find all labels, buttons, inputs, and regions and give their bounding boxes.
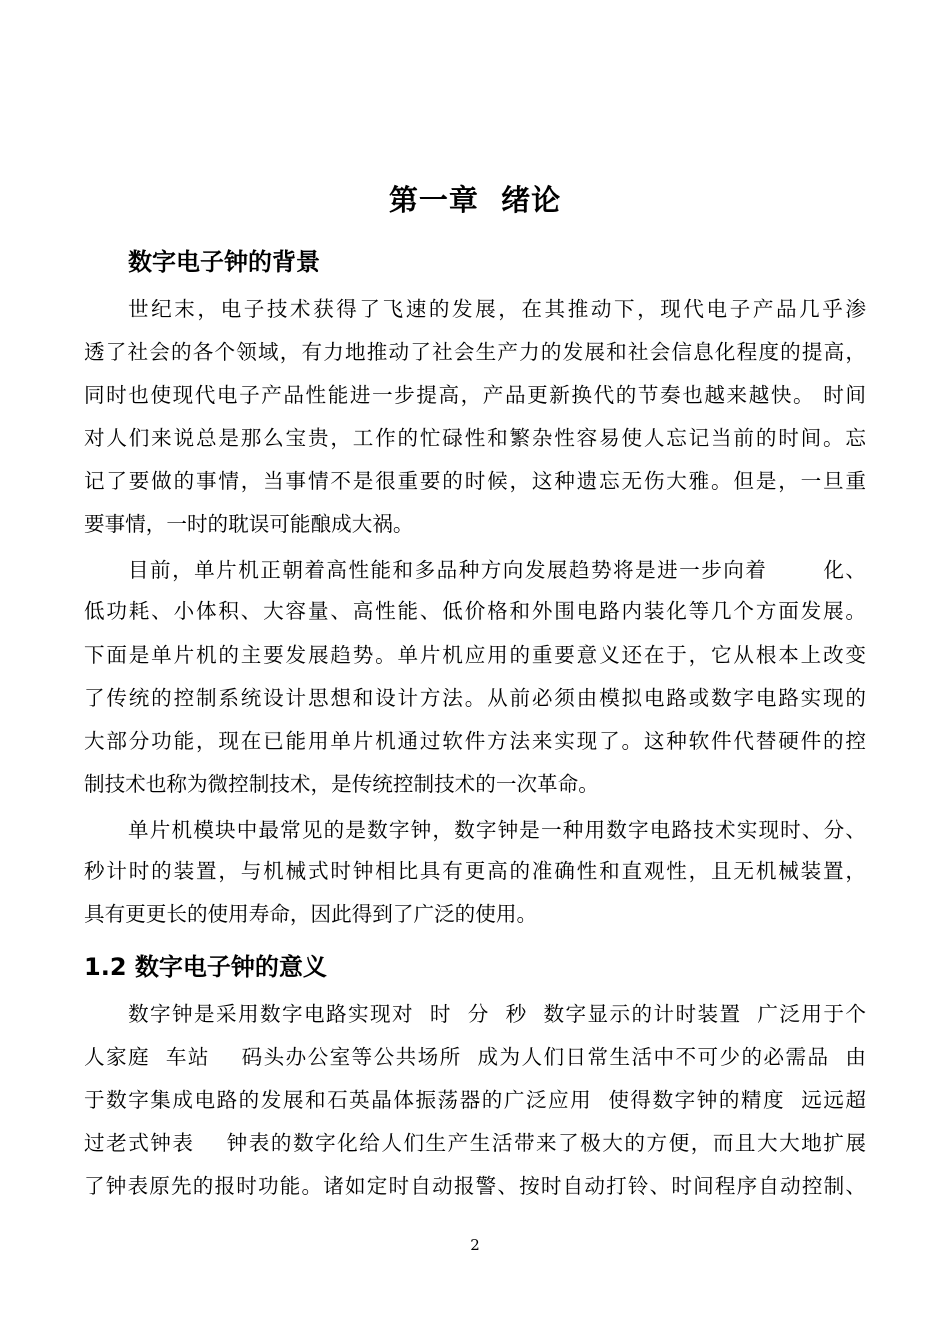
paragraph-line: 低功耗、小体积、大容量、高性能、低价格和外围电路内装化等几个方面发展。 — [84, 599, 866, 623]
paragraph-line: 下面是单片机的主要发展趋势。单片机应用的重要意义还在于，它从根本上改变 — [84, 643, 866, 667]
section-heading-significance: 1.2 数字电子钟的意义 — [84, 953, 327, 981]
paragraph-line: 记了要做的事情，当事情不是很重要的时候，这种遗忘无伤大雅。但是，一旦重 — [84, 469, 866, 493]
section-heading-background: 数字电子钟的背景 — [128, 248, 320, 276]
paragraph-line: 具有更更长的使用寿命，因此得到了广泛的使用。 — [84, 902, 538, 926]
paragraph-line: 要事情，一时的耽误可能酿成大祸。 — [84, 512, 414, 536]
paragraph-line: 制技术也称为微控制技术，是传统控制技术的一次革命。 — [84, 772, 599, 796]
paragraph-line: 大部分功能，现在已能用单片机通过软件方法来实现了。这种软件代替硬件的控 — [84, 729, 866, 753]
paragraph-line: 对人们来说总是那么宝贵，工作的忙碌性和繁杂性容易使人忘记当前的时间。忘 — [84, 426, 866, 450]
paragraph-line: 秒计时的装置，与机械式时钟相比具有更高的准确性和直观性，且无机械装置， — [84, 859, 866, 883]
paragraph-line: 了钟表原先的报时功能。诸如定时自动报警、按时自动打铃、时间程序自动控制、 — [84, 1174, 866, 1198]
paragraph-line: 同时也使现代电子产品性能进一步提高，产品更新换代的节奏也越来越快。 时间 — [84, 383, 866, 407]
chapter-title: 第一章 绪论 — [388, 183, 562, 217]
paragraph-line: 目前，单片机正朝着高性能和多品种方向发展趋势将是进一步向着 化、 — [128, 558, 866, 582]
paragraph-line: 数字钟是采用数字电路实现对 时 分 秒 数字显示的计时装置 广泛用于个 — [128, 1002, 866, 1026]
paragraph-line: 了传统的控制系统设计思想和设计方法。从前必须由模拟电路或数字电路实现的 — [84, 686, 866, 710]
paragraph-line: 单片机模块中最常见的是数字钟，数字钟是一种用数字电路技术实现时、分、 — [128, 818, 866, 842]
paragraph-line: 透了社会的各个领域，有力地推动了社会生产力的发展和社会信息化程度的提高， — [84, 340, 866, 364]
paragraph-line: 于数字集成电路的发展和石英晶体振荡器的广泛应用 使得数字钟的精度 远远超 — [84, 1088, 866, 1112]
paragraph-line: 人家庭 车站 码头办公室等公共场所 成为人们日常生活中不可少的必需品 由 — [84, 1045, 866, 1069]
paragraph-line: 过老式钟表 钟表的数字化给人们生产生活带来了极大的方便，而且大大地扩展 — [84, 1131, 866, 1155]
page-number: 2 — [470, 1236, 480, 1254]
paragraph-line: 世纪末，电子技术获得了飞速的发展，在其推动下，现代电子产品几乎渗 — [128, 297, 866, 321]
